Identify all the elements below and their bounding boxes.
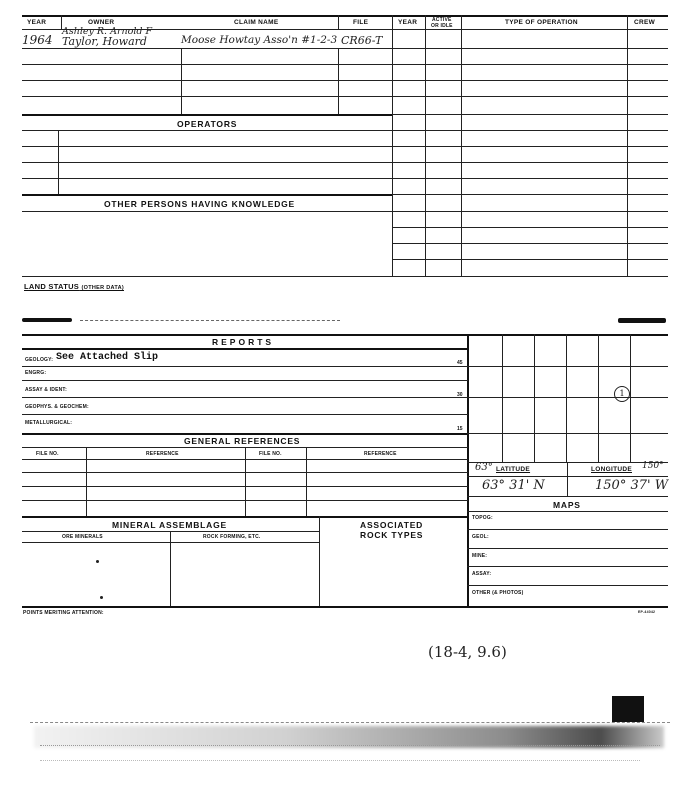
geology-value: See Attached Slip xyxy=(56,352,159,363)
scan-dark-square xyxy=(612,696,644,722)
margin-15: 15 xyxy=(457,426,463,432)
operators-heading: OPERATORS xyxy=(177,119,238,129)
maps-assay-label: ASSAY: xyxy=(472,571,492,577)
gr-reference-2: REFERENCE xyxy=(364,451,397,457)
associated-heading: ASSOCIATED xyxy=(360,520,424,530)
other-persons-heading: OTHER PERSONS HAVING KNOWLEDGE xyxy=(104,199,296,209)
entry-claim-name: Moose Howtay Asso'n #1-2-3 xyxy=(181,34,338,46)
metallurgical-label: METALLURGICAL: xyxy=(25,420,73,426)
lon-suffix: 150° xyxy=(642,461,664,471)
grid-mark-value: 1 xyxy=(619,389,625,398)
header-owner: OWNER xyxy=(88,19,115,26)
handwritten-annotation: (18-4, 9.6) xyxy=(428,643,507,661)
general-references-heading: GENERAL REFERENCES xyxy=(184,436,301,446)
header-claim-name: CLAIM NAME xyxy=(234,19,279,26)
grid-circle-mark xyxy=(614,386,630,402)
header-year: YEAR xyxy=(27,19,47,26)
assay-label: ASSAY & IDENT: xyxy=(25,387,67,393)
smudge-right xyxy=(618,318,666,323)
geology-label: GEOLOGY: xyxy=(25,357,54,363)
land-status-label: LAND STATUS xyxy=(24,282,80,291)
rock-types-heading: ROCK TYPES xyxy=(360,530,424,540)
gr-file-no-2: FILE NO. xyxy=(259,451,282,457)
margin-30: 30 xyxy=(457,392,463,398)
land-status-heading xyxy=(24,282,124,291)
maps-other-label: OTHER (& PHOTOS) xyxy=(472,590,524,596)
header-crew: CREW xyxy=(634,19,656,26)
land-status-sub: (OTHER DATA) xyxy=(81,285,124,291)
ore-dot-1 xyxy=(96,560,99,563)
maps-mine-label: MINE: xyxy=(472,553,488,559)
lat-prefix: 63° xyxy=(475,462,493,473)
smudge-left xyxy=(22,318,72,322)
points-meriting-label: POINTS MERITING ATTENTION: xyxy=(23,610,104,616)
entry-file: CR66-T xyxy=(341,34,383,47)
reports-heading: REPORTS xyxy=(212,337,275,347)
engrg-label: ENGRG: xyxy=(25,370,47,376)
maps-topog-label: TOPOG: xyxy=(472,515,493,521)
longitude-value: 150° 37' W xyxy=(595,478,669,493)
gr-reference-1: REFERENCE xyxy=(146,451,179,457)
rock-forming-label: ROCK FORMING, ETC. xyxy=(203,534,261,540)
maps-geol-label: GEOL: xyxy=(472,534,489,540)
entry-owner-line2: Taylor, Howard xyxy=(62,35,147,48)
geophys-label: GEOPHYS. & GEOCHEM: xyxy=(25,404,89,410)
header-active: ACTIVE xyxy=(432,17,452,23)
margin-45: 45 xyxy=(457,360,463,366)
header-year-2: YEAR xyxy=(398,19,418,26)
mineral-assemblage-heading: MINERAL ASSEMBLAGE xyxy=(112,520,227,530)
form-number: EP-44042 xyxy=(638,610,656,614)
ore-minerals-label: ORE MINERALS xyxy=(62,534,103,540)
entry-owner-line1: Ashley R. Arnold F xyxy=(62,26,153,37)
latitude-value: 63° 31' N xyxy=(482,478,545,493)
entry-year: 1964 xyxy=(22,33,53,47)
header-type-of-operation: TYPE OF OPERATION xyxy=(505,19,578,26)
ore-dot-2 xyxy=(100,596,103,599)
latitude-label: LATITUDE xyxy=(496,466,531,473)
header-or-idle: OR IDLE xyxy=(431,23,453,29)
longitude-label: LONGITUDE xyxy=(591,466,632,473)
gr-file-no-1: FILE NO. xyxy=(36,451,59,457)
maps-heading: MAPS xyxy=(553,500,581,510)
header-file: FILE xyxy=(353,19,369,26)
